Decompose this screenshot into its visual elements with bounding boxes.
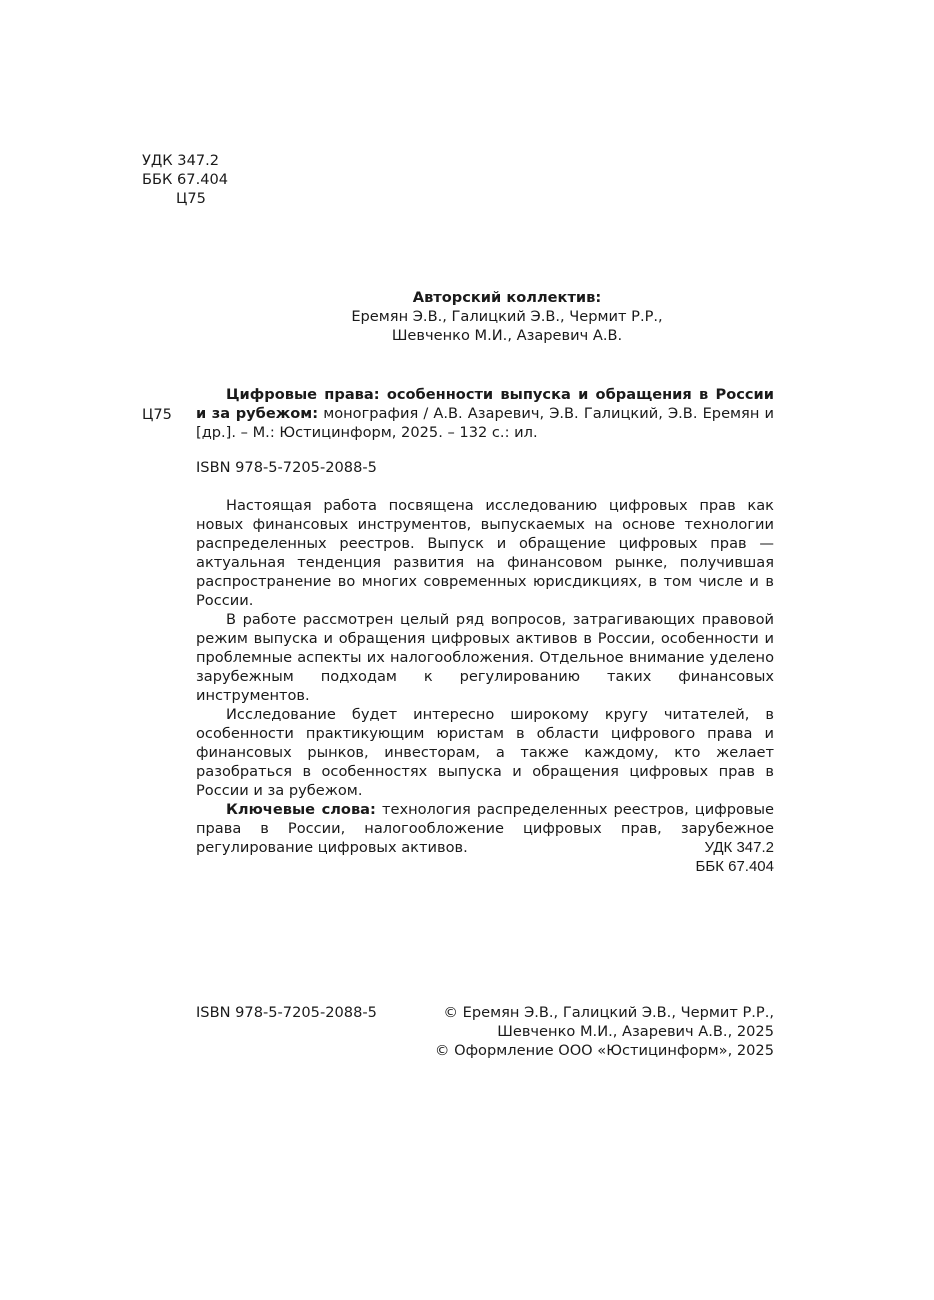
copyright-line-2: Шевченко М.И., Азаревич А.В., 2025 (497, 1023, 774, 1040)
bottom-classification (540, 838, 774, 876)
copyright-block (420, 1003, 774, 1060)
authors-line-2: Шевченко М.И., Азаревич А.В. (391, 327, 623, 344)
bibliographic-record (196, 385, 774, 442)
abstract (196, 496, 774, 857)
authors-block (240, 288, 774, 345)
keywords-text: технология распределенных реестров, цифровые права в России, налогообложение цифровых прав, зарубежное регулирование цифровых активов. (196, 801, 774, 856)
authors-heading: Авторский коллектив: (412, 289, 602, 306)
classification-codes (142, 151, 228, 208)
abstract-paragraph-3: Исследование будет интересно широкому кругу читателей, в особенности практикующим юристам в области цифрового права и финансовых рынков, инвесторам, а также каждому, кто желает разобраться в особенностях выпуска и обращения цифровых прав в России и за рубежом. (196, 706, 774, 799)
copyright-line-1: © Еремян Э.В., Галицкий Э.В., Чермит Р.Р., (443, 1004, 774, 1021)
udk-code: УДК 347.2 (142, 152, 220, 169)
isbn: ISBN 978-5-7205-2088-5 (196, 459, 377, 476)
book-details: монография / А.В. Азаревич, Э.В. Галицкий, Э.В. Еремян и [др.]. – М.: Юстицинформ, 2025. – 132 с.: ил. (196, 405, 774, 441)
bbk-code: ББК 67.404 (142, 171, 229, 188)
abstract-paragraph-1: Настоящая работа посвящена исследованию цифровых прав как новых финансовых инструментов, выпускаемых на основе технологии распределенных реестров. Выпуск и обращение цифровых прав — актуальная тенденция развития на финансовом рынке, получившая распространение во многих современных юрисдикциях, в том числе и в России. (196, 497, 774, 609)
keywords-label: Ключевые слова: (226, 801, 376, 818)
catalog-author-mark: Ц75 (142, 406, 172, 423)
bottom-bbk: ББК 67.404 (695, 858, 774, 875)
book-title: Цифровые права: особенности выпуска и обращения в России и за рубежом: (196, 386, 774, 422)
authors-line-1: Еремян Э.В., Галицкий Э.В., Чермит Р.Р., (351, 308, 663, 325)
copyright-line-3: © Оформление ООО «Юстицинформ», 2025 (434, 1042, 774, 1059)
abstract-paragraph-2: В работе рассмотрен целый ряд вопросов, затрагивающих правовой режим выпуска и обращения цифровых активов в России, особенности и проблемные аспекты их налогообложения. Отдельное внимание уделено зарубежным подходам к регулированию таких финансовых инструментов. (196, 611, 774, 704)
bottom-udk: УДК 347.2 (704, 839, 774, 856)
bottom-isbn: ISBN 978-5-7205-2088-5 (196, 1004, 377, 1021)
author-mark: Ц75 (176, 190, 206, 207)
